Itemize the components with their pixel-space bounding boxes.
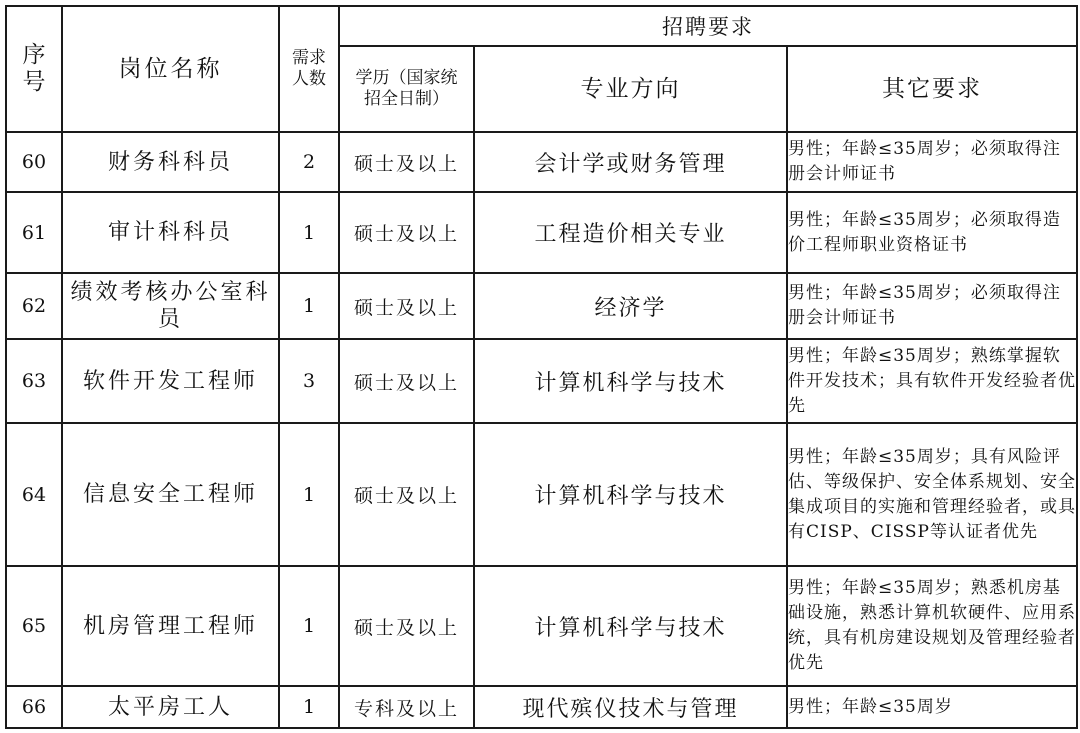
row-position: 太平房工人 (62, 686, 279, 728)
header-education-label: 学历（国家统招全日制） (355, 68, 458, 109)
row-education: 硕士及以上 (339, 273, 474, 339)
row-major: 计算机科学与技术 (474, 339, 787, 423)
header-requirements: 招聘要求 (339, 6, 1077, 46)
row-count: 1 (279, 423, 339, 566)
row-major: 现代殡仪技术与管理 (474, 686, 787, 728)
row-count: 1 (279, 192, 339, 273)
row-other: 男性；年龄≤35周岁；熟悉机房基础设施，熟悉计算机软硬件、应用系统，具有机房建设规划及管理经验者优先 (787, 566, 1077, 686)
row-education: 硕士及以上 (339, 566, 474, 686)
header-major: 专业方向 (474, 46, 787, 132)
row-education: 硕士及以上 (339, 132, 474, 192)
row-seq: 60 (6, 132, 62, 192)
table-row (6, 192, 1077, 273)
row-position: 软件开发工程师 (62, 339, 279, 423)
header-other: 其它要求 (787, 46, 1077, 132)
table-row (6, 339, 1077, 423)
row-seq: 61 (6, 192, 62, 273)
table-row (6, 423, 1077, 566)
row-other: 男性；年龄≤35周岁；熟练掌握软件开发技术；具有软件开发经验者优先 (787, 339, 1077, 423)
row-seq: 65 (6, 566, 62, 686)
row-major: 经济学 (474, 273, 787, 339)
header-position: 岗位名称 (62, 6, 279, 132)
row-education: 硕士及以上 (339, 423, 474, 566)
header-seq (6, 6, 62, 132)
row-position: 绩效考核办公室科员 (62, 273, 279, 339)
row-seq: 64 (6, 423, 62, 566)
row-major: 计算机科学与技术 (474, 423, 787, 566)
row-count: 2 (279, 132, 339, 192)
row-count: 3 (279, 339, 339, 423)
row-other: 男性；年龄≤35周岁；具有风险评估、等级保护、安全体系规划、安全集成项目的实施和管理经验者，或具有CISP、CISSP等认证者优先 (787, 423, 1077, 566)
row-count: 1 (279, 686, 339, 728)
row-seq: 63 (6, 339, 62, 423)
table-row (6, 566, 1077, 686)
row-other: 男性；年龄≤35周岁；必须取得注册会计师证书 (787, 273, 1077, 339)
header-seq-label: 序号 (22, 42, 46, 95)
row-education: 硕士及以上 (339, 192, 474, 273)
row-position: 信息安全工程师 (62, 423, 279, 566)
row-seq: 66 (6, 686, 62, 728)
recruitment-table (5, 5, 1078, 729)
header-count (279, 6, 339, 132)
table-row (6, 273, 1077, 339)
row-major: 会计学或财务管理 (474, 132, 787, 192)
header-education (339, 46, 474, 132)
table-row (6, 132, 1077, 192)
row-other: 男性；年龄≤35周岁；必须取得造价工程师职业资格证书 (787, 192, 1077, 273)
row-major: 计算机科学与技术 (474, 566, 787, 686)
row-education: 专科及以上 (339, 686, 474, 728)
header-count-label: 需求人数 (292, 48, 326, 89)
row-other: 男性；年龄≤35周岁；必须取得注册会计师证书 (787, 132, 1077, 192)
row-other: 男性；年龄≤35周岁 (787, 686, 1077, 728)
row-education: 硕士及以上 (339, 339, 474, 423)
row-seq: 62 (6, 273, 62, 339)
row-position: 审计科科员 (62, 192, 279, 273)
row-count: 1 (279, 273, 339, 339)
row-major: 工程造价相关专业 (474, 192, 787, 273)
row-count: 1 (279, 566, 339, 686)
row-position: 财务科科员 (62, 132, 279, 192)
table-row (6, 686, 1077, 728)
row-position: 机房管理工程师 (62, 566, 279, 686)
